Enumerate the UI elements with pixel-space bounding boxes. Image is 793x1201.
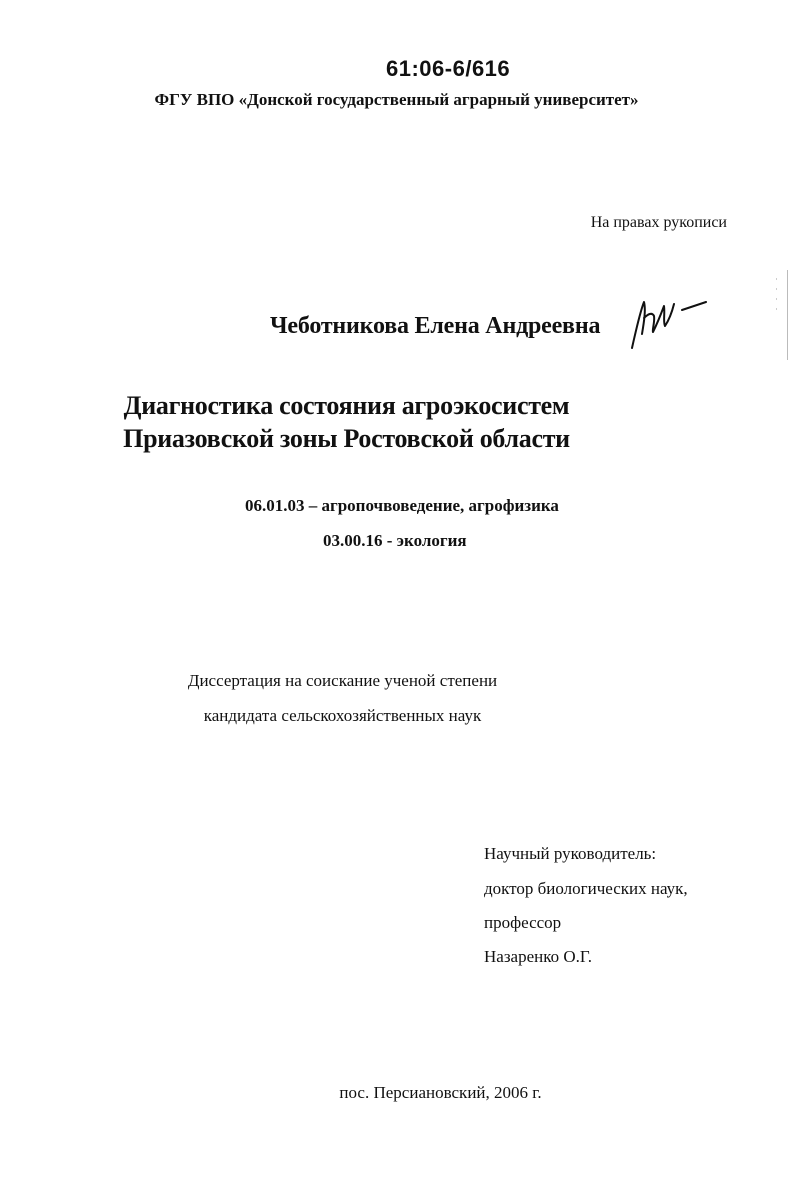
specialty-code-1: 06.01.03 – агропочвоведение, агрофизика: [245, 496, 559, 515]
scan-edge-line: [787, 270, 788, 360]
specialty-code-2: 03.00.16 - экология: [323, 531, 467, 550]
advisor-label: Научный руководитель:: [484, 844, 657, 863]
author-name: Чеботникова Елена Андреевна: [270, 313, 601, 339]
advisor-name: Назаренко О.Г.: [484, 947, 593, 966]
advisor-degree: доктор биологических наук,: [484, 879, 688, 898]
advisor-rank: профессор: [484, 913, 562, 932]
scan-artifact: [775, 278, 778, 318]
catalog-code: 61:06-6/616: [386, 56, 511, 81]
place-and-year: пос. Персиановский, 2006 г.: [339, 1083, 542, 1102]
institution-name: ФГУ ВПО «Донской государственный аграрный университет»: [154, 90, 639, 109]
degree-statement-line-1: Диссертация на соискание ученой степени: [187, 671, 498, 690]
rights-note: На правах рукописи: [590, 214, 727, 231]
degree-statement-line-2: кандидата сельскохозяйственных наук: [203, 706, 482, 725]
dissertation-title-line-1: Диагностика состояния агроэкосистем: [123, 391, 570, 420]
dissertation-title-line-2: Приазовской зоны Ростовской области: [123, 424, 570, 453]
signature-icon: [622, 290, 712, 355]
